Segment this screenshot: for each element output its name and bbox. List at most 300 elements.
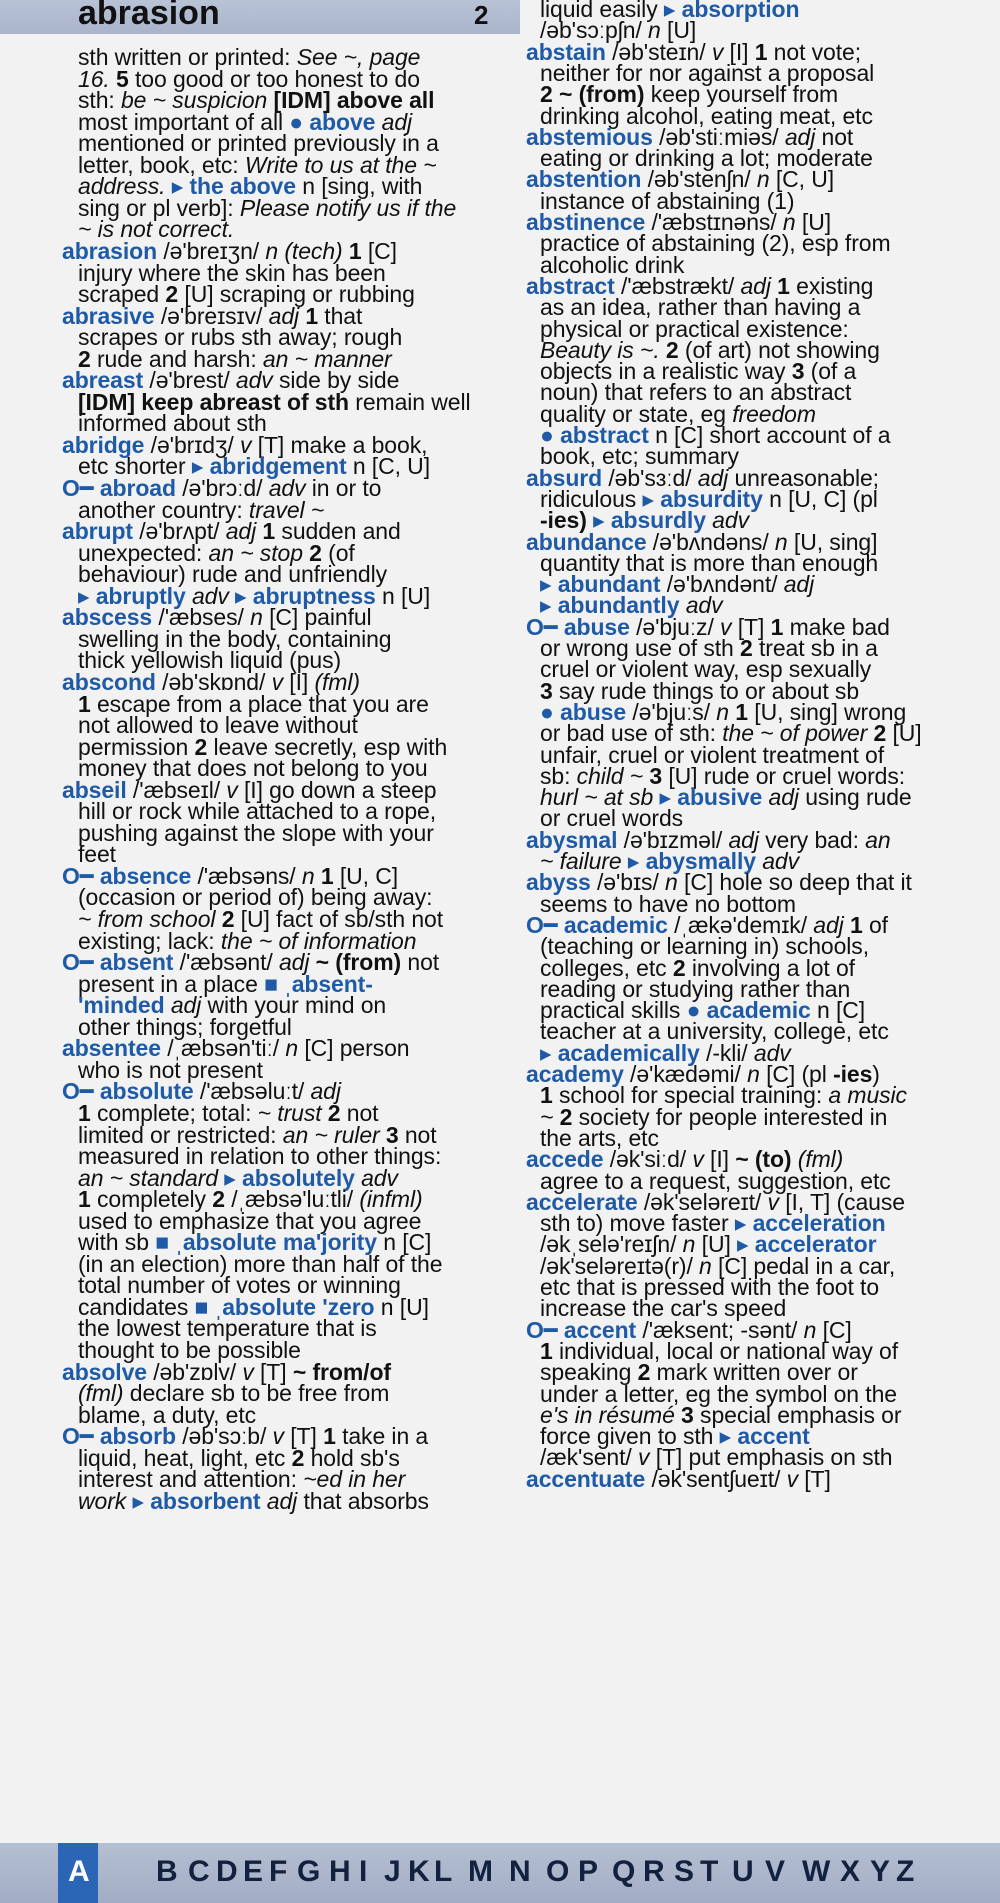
text-run: using rude	[798, 784, 912, 811]
bold-text: 2	[867, 720, 887, 747]
headword: accede	[526, 1146, 604, 1173]
text-run: not vote;	[767, 38, 862, 65]
text-run: [C] person	[298, 1035, 410, 1062]
italic-text: adj	[310, 1078, 341, 1105]
bold-text: 5	[115, 65, 129, 92]
text-run: /ə'bjuːz/	[629, 613, 721, 640]
italic-text: v	[239, 431, 252, 458]
italic-text: 16.	[78, 65, 110, 92]
italic-text: v	[242, 1358, 254, 1385]
bold-text: 1	[78, 1099, 91, 1126]
bold-text: ~ (to)	[735, 1146, 792, 1173]
text-run: practical skills	[540, 997, 687, 1024]
text-run: )	[872, 1061, 880, 1087]
alphabet-letter-u[interactable]: U	[732, 1855, 754, 1888]
text-run: individual, local or national way of	[552, 1337, 899, 1364]
bold-text: 1	[78, 1186, 91, 1213]
bold-text: 2	[659, 336, 679, 363]
alphabet-letter-e[interactable]: E	[243, 1855, 264, 1888]
text-run: pushing against the slope with your	[78, 819, 434, 846]
headword: abstention	[526, 166, 642, 193]
text-run: /ə'bɪzməl/	[617, 826, 729, 853]
text-run: liquid easily	[540, 0, 664, 22]
text-run: /'æbstrækt/	[614, 272, 741, 299]
italic-text: n	[782, 209, 796, 235]
italic-text: child ~	[576, 762, 644, 789]
bold-text: 3	[379, 1121, 399, 1148]
text-run: /əb'sɔːpʃn/	[540, 17, 649, 44]
alphabet-letter-r[interactable]: R	[643, 1855, 665, 1888]
italic-text: See ~, page	[296, 44, 421, 70]
italic-text: v	[711, 38, 724, 65]
text-run: not	[815, 123, 854, 150]
text-run: or bad use of sth:	[540, 720, 723, 747]
text-run: society for people interested in	[572, 1103, 888, 1130]
text-run: [T]	[731, 613, 771, 640]
derived-word: 'minded	[78, 992, 165, 1019]
headword: abyss	[526, 869, 591, 896]
italic-text: adj	[268, 302, 300, 329]
alphabet-letter-c[interactable]: C	[188, 1855, 210, 1888]
derived-word: ● abuse	[540, 698, 627, 725]
bold-text: 3	[674, 1401, 694, 1428]
alphabet-letter-y[interactable]: Y	[870, 1855, 891, 1888]
text-run: /ək'siːd/	[603, 1146, 693, 1173]
text-run: drinking alcohol, eating meat, etc	[540, 102, 873, 129]
text-run: of	[862, 911, 888, 938]
italic-text: a music	[828, 1082, 907, 1109]
text-run: n [U]	[375, 582, 431, 609]
entry-line	[78, 820, 434, 846]
italic-text: adj	[260, 1487, 298, 1514]
headword: accelerate	[526, 1188, 638, 1215]
bold-text: 2	[321, 1099, 341, 1126]
italic-text: v	[786, 1465, 798, 1492]
text-run: reading or studying rather than	[540, 975, 851, 1002]
italic-text: adj	[375, 108, 413, 135]
text-run: say rude things to or about sb	[552, 677, 860, 704]
text-run: with sb	[78, 1229, 156, 1256]
bold-text: 1	[770, 272, 790, 299]
headword: absurd	[526, 464, 603, 491]
text-run: (of	[321, 539, 355, 566]
text-run: /'æbsənt/	[173, 949, 279, 976]
alphabet-letter-l[interactable]: L	[434, 1855, 453, 1888]
text-run: blame, a duty, etc	[78, 1401, 257, 1428]
text-run: n [sing, with	[295, 173, 423, 200]
italic-text: résumé	[598, 1401, 675, 1428]
text-run: /ə'breɪsɪv/	[154, 302, 269, 329]
text-run: present in a place	[78, 970, 265, 997]
text-run: (teaching or learning in) schools,	[540, 933, 869, 960]
alphabet-letter-k[interactable]: K	[408, 1855, 430, 1888]
italic-text: ~ is not correct.	[78, 216, 235, 243]
derived-word: ■ ˌabsolute ma'jority	[155, 1229, 377, 1256]
text-run: rude and harsh:	[90, 345, 263, 372]
text-run: /ə'bʌndənt/	[660, 571, 784, 598]
text-run: as an idea, rather than having a	[540, 294, 861, 321]
bold-text: 1	[540, 1337, 553, 1364]
italic-text: an ~ stop	[208, 539, 303, 566]
bold-text: 2	[740, 635, 753, 661]
derived-word: ▸ abundant	[540, 571, 661, 598]
text-run: treat sb in a	[752, 635, 878, 661]
text-run: or cruel words	[540, 805, 684, 832]
alphabet-letter-f[interactable]: F	[269, 1855, 288, 1888]
italic-text: Please notify us if the	[239, 194, 457, 221]
alphabet-letter-w[interactable]: W	[802, 1855, 831, 1888]
text-run: [T]	[797, 1465, 831, 1492]
bold-text: 3	[540, 677, 553, 704]
text-run: /ə'bjuːs/	[626, 698, 717, 725]
text-run: scrapes or rubs sth away; rough	[78, 324, 403, 351]
italic-text: ~ failure	[540, 848, 622, 874]
italic-text: n	[301, 862, 315, 889]
text-run: /ə'bʌndəns/	[646, 528, 775, 555]
bold-text: 2 ~ (from)	[540, 81, 645, 108]
text-run: eating or drinking a lot; moderate	[540, 145, 873, 172]
alphabet-letter-v[interactable]: V	[765, 1855, 786, 1888]
italic-text: ~ trust	[257, 1099, 322, 1126]
derived-word: ▸ abridgement	[191, 453, 347, 480]
text-run: /ə'brʌpt/	[132, 518, 226, 545]
derived-word: ▸ absorbent	[126, 1487, 261, 1514]
text-run: most important of all	[78, 108, 290, 135]
bold-text: 1	[323, 1423, 336, 1450]
headword: abysmal	[526, 826, 618, 853]
text-run: [C] (pl	[759, 1061, 834, 1087]
headword: abundance	[526, 528, 647, 555]
text-run: practice of abstaining (2), esp from	[540, 230, 891, 257]
italic-text: Write to us at the ~	[244, 151, 437, 178]
text-run: feet	[78, 841, 116, 868]
text-run: /'æksent; -sənt/	[636, 1316, 804, 1343]
text-run: [T]	[283, 1423, 324, 1450]
italic-text: adj	[784, 123, 816, 150]
text-run: make bad	[783, 613, 890, 640]
italic-text: adj	[813, 911, 844, 938]
text-run: not	[340, 1099, 379, 1126]
key-word-icon: O━	[62, 949, 100, 976]
alphabet-thumb-index	[0, 1843, 1000, 1903]
italic-text: work	[78, 1487, 127, 1514]
bold-text: above all	[330, 87, 435, 114]
italic-text: Beauty is ~.	[540, 336, 660, 363]
headword: absent	[99, 949, 174, 976]
bold-text: ~ from/of	[292, 1358, 391, 1385]
bold-text: ~ (from)	[309, 949, 402, 976]
text-run: /ək'seləreɪt/	[637, 1188, 768, 1215]
alphabet-letter-z[interactable]: Z	[896, 1855, 915, 1888]
text-run: very bad:	[758, 826, 866, 853]
italic-text: (fml)	[314, 668, 360, 695]
alphabet-letter-i[interactable]: I	[359, 1855, 368, 1888]
text-run: [U]	[660, 17, 697, 44]
bold-text: [IDM]	[267, 87, 331, 114]
alphabet-letter-g[interactable]: G	[297, 1855, 321, 1888]
bold-text: 2	[194, 733, 208, 760]
text-run: scraped	[78, 281, 166, 308]
alphabet-letter-o[interactable]: O	[546, 1855, 570, 1888]
text-run: school for special training:	[552, 1082, 829, 1109]
text-run: [T] make a book,	[251, 431, 428, 458]
text-run: teacher at a university, college, etc	[540, 1018, 889, 1045]
text-run: [C] painful	[262, 604, 372, 631]
text-run: remain well	[349, 388, 471, 415]
text-run: /'æbsəns/	[191, 862, 302, 889]
text-run: /əb'sɔːb/	[175, 1423, 273, 1450]
text-run: special emphasis or	[693, 1401, 902, 1428]
italic-text: adv	[235, 367, 273, 394]
text-run: declare sb to be free from	[123, 1380, 390, 1407]
text-run: existing; lack:	[78, 927, 221, 954]
text-run: etc shorter	[78, 453, 192, 480]
italic-text: adv	[753, 1039, 791, 1066]
text-run: quantity that is more than enough	[540, 549, 879, 576]
derived-word: ▸ abruptly	[78, 582, 186, 609]
text-run: /'æbses/	[152, 604, 251, 631]
text-run: instance of abstaining (1)	[540, 187, 795, 214]
text-run: /əb'stenʃn/	[641, 166, 757, 193]
text-run: /'æbseɪl/	[126, 776, 227, 803]
text-run: or wrong use of sth	[540, 635, 740, 661]
running-head-bar	[0, 0, 520, 34]
text-run: sth written or printed:	[78, 44, 297, 70]
text-run: increase the car's speed	[540, 1295, 787, 1322]
bold-text: 1	[314, 862, 334, 889]
italic-text: address.	[78, 173, 166, 200]
text-run: /ək'seləreɪtə(r)/	[540, 1252, 700, 1279]
alphabet-letter-b[interactable]: B	[156, 1855, 178, 1888]
text-run: /ˌækə'demɪk/	[667, 911, 814, 938]
text-run: [I] go down a steep	[237, 776, 437, 803]
italic-text: (fml)	[78, 1380, 124, 1407]
derived-word: ▸ abruptness	[228, 582, 376, 609]
text-run: that	[318, 302, 363, 329]
italic-text: an	[865, 826, 891, 853]
text-run: etc that is pressed with the foot to	[540, 1274, 880, 1300]
bold-text: 1	[540, 1082, 553, 1109]
alphabet-letter-t[interactable]: T	[700, 1855, 719, 1888]
italic-text: adv	[679, 592, 723, 619]
text-run: agree to a request, suggestion, etc	[540, 1167, 891, 1194]
italic-text: adv	[268, 475, 306, 501]
text-run: /ə'brɪdʒ/	[144, 431, 240, 458]
italic-text: adv	[755, 848, 800, 874]
text-run: the arts, etc	[540, 1124, 659, 1151]
text-run: take in a	[335, 1423, 429, 1450]
bold-text: 2	[672, 954, 686, 981]
text-run: [C] pedal in a car,	[711, 1252, 896, 1279]
text-run: /ə'breɪʒn/	[157, 237, 266, 264]
text-run: letter, book, etc:	[78, 151, 245, 178]
headword: academic	[563, 911, 668, 938]
bold-text: 2	[215, 906, 235, 932]
derived-word: ▸ the above	[165, 173, 296, 200]
italic-text: v	[720, 613, 732, 640]
text-run: [C, U]	[769, 166, 835, 193]
key-word-icon: O━	[526, 1316, 564, 1343]
text-run: informed about sth	[78, 410, 267, 437]
text-run: quality or state, eg	[540, 400, 733, 427]
text-run: /əb'sɜːd/	[602, 464, 698, 491]
italic-text: v	[272, 1423, 284, 1450]
text-run: /ˌæbsə'luːtli/	[224, 1186, 360, 1213]
text-run: limited or restricted:	[78, 1121, 283, 1148]
headword: abreast	[62, 367, 144, 394]
italic-text: n	[682, 1231, 696, 1258]
bold-text: 1	[256, 518, 276, 545]
key-word-icon: O━	[526, 911, 564, 938]
alphabet-letter-p[interactable]: P	[578, 1855, 599, 1888]
text-run: force given to sth	[540, 1423, 720, 1450]
alphabet-letter-q[interactable]: Q	[612, 1855, 636, 1888]
text-run: /əb'steɪn/	[605, 38, 712, 65]
derived-word: ▸ absorption	[663, 0, 800, 22]
headword: abstain	[526, 38, 606, 65]
text-run: unreasonable;	[728, 464, 879, 491]
text-run: (in an election) more than half of the	[78, 1250, 443, 1277]
headword: academy	[526, 1061, 624, 1087]
derived-word: ● above	[289, 108, 376, 135]
text-run: total number of votes or winning	[78, 1272, 401, 1299]
bold-text: 2	[165, 281, 179, 308]
text-run: noun) that refers to an abstract	[540, 379, 852, 406]
text-run: [C] hole so deep that it	[677, 869, 912, 896]
italic-text: adj	[697, 464, 729, 491]
text-run: injury where the skin has been	[78, 259, 386, 286]
text-run: /əb'zɒlv/	[146, 1358, 243, 1385]
text-run: under a letter, eg the symbol on the	[540, 1380, 897, 1407]
italic-text: v	[692, 1146, 704, 1173]
text-run: /əb'skɒnd/	[155, 668, 272, 695]
text-run: n [C]	[376, 1229, 432, 1256]
italic-text: adj	[783, 571, 815, 598]
text-run: another country:	[78, 496, 249, 523]
text-run: ridiculous	[540, 485, 643, 512]
text-run: money that does not belong to you	[78, 755, 428, 782]
text-run: (occasion or period of) being away:	[78, 884, 433, 911]
text-run: /ə'brɔːd/	[175, 475, 269, 501]
bold-text: -ies	[833, 1061, 873, 1087]
italic-text: travel ~	[248, 496, 325, 523]
text-run: [U]	[695, 1231, 738, 1258]
italic-text: adj	[278, 949, 310, 976]
text-run: liquid, heat, light, etc	[78, 1444, 292, 1471]
italic-text: n	[803, 1316, 817, 1343]
text-run: /æk'sent/	[540, 1444, 638, 1471]
text-run: [I]	[703, 1146, 736, 1173]
derived-word: ■ ˌabsolute 'zero	[194, 1293, 375, 1320]
alphabet-letter-j[interactable]: J	[384, 1855, 401, 1888]
text-run: [C]	[361, 237, 397, 264]
derived-word: ▸ abusive	[653, 784, 763, 811]
bold-text: 2	[212, 1186, 225, 1213]
text-run: [U]	[795, 209, 831, 235]
alphabet-letter-m[interactable]: M	[468, 1855, 493, 1888]
bold-text: 1	[754, 38, 768, 65]
italic-text: (infml)	[359, 1186, 423, 1213]
text-run: (of art) not showing	[678, 336, 880, 363]
alphabet-letter-n[interactable]: N	[509, 1855, 531, 1888]
derived-word: ● academic	[686, 997, 811, 1024]
derived-word: ▸ academically	[540, 1039, 700, 1066]
text-run: the lowest temperature that is	[78, 1315, 377, 1342]
headword: abstract	[526, 272, 615, 299]
key-word-icon: O━	[62, 1078, 100, 1105]
headword: absolve	[62, 1358, 147, 1385]
text-run: with your mind on	[201, 992, 387, 1019]
text-run: hold sb's	[304, 1444, 400, 1471]
bold-text: 2	[302, 539, 322, 566]
bold-text: 2	[291, 1444, 305, 1471]
italic-text: (fml)	[797, 1146, 844, 1173]
current-letter-tab[interactable]	[58, 1843, 98, 1903]
text-run: book, etc; summary	[540, 443, 739, 470]
entry-line	[526, 1466, 831, 1492]
text-run: unfair, cruel or violent treatment of	[540, 741, 885, 768]
bold-text: [IDM] keep abreast of sth	[78, 388, 349, 415]
headword: abstinence	[526, 209, 646, 235]
italic-text: n (tech)	[265, 237, 343, 264]
alphabet-letter-h[interactable]: H	[329, 1855, 351, 1888]
headword: abseil	[62, 776, 127, 803]
text-run: cruel or violent way, esp sexually	[540, 656, 872, 683]
text-run: [C]	[816, 1316, 852, 1343]
headword: abrupt	[62, 518, 133, 545]
italic-text: e's in	[540, 1401, 599, 1428]
italic-text: the ~ of information	[220, 927, 417, 954]
text-run: unexpected:	[78, 539, 209, 566]
text-run: thick yellowish liquid (pus)	[78, 647, 342, 674]
derived-word: ■ ˌabsent-	[264, 970, 373, 997]
key-word-icon: O━	[526, 613, 564, 640]
text-run: /-kli/	[699, 1039, 754, 1066]
text-run: /əkˌselə'reɪʃn/	[540, 1231, 683, 1258]
text-run: neither for nor against a proposal	[540, 59, 875, 86]
italic-text: an ~ standard	[78, 1164, 219, 1191]
text-run: n [U, C] (pl	[762, 485, 878, 512]
derived-word: ▸ accelerator	[737, 1231, 877, 1258]
alphabet-letter-s[interactable]: S	[674, 1855, 695, 1888]
headword: abscond	[62, 668, 156, 695]
text-run: [U] fact of sb/sth not	[234, 906, 444, 932]
italic-text: n	[747, 1061, 760, 1087]
alphabet-letter-x[interactable]: X	[840, 1855, 861, 1888]
bold-text: 2	[637, 1359, 651, 1386]
text-run: other things; forgetful	[78, 1013, 292, 1040]
headword: absorb	[99, 1423, 176, 1450]
bold-text: 2	[78, 345, 91, 372]
derived-word: ▸ absolutely	[218, 1164, 355, 1191]
text-run: /ə'brest/	[143, 367, 236, 394]
text-run: thought to be possible	[78, 1337, 301, 1363]
text-run: candidates	[78, 1293, 195, 1320]
text-run: n [U]	[374, 1293, 429, 1320]
headword: accent	[563, 1316, 637, 1343]
italic-text: adv	[354, 1164, 398, 1191]
italic-text: v	[638, 1444, 650, 1471]
text-run: mark written over or	[650, 1359, 858, 1386]
italic-text: an ~ manner	[262, 345, 392, 372]
text-run: involving a lot of	[685, 954, 855, 981]
alphabet-letter-d[interactable]: D	[216, 1855, 238, 1888]
bold-text: -ies)	[540, 507, 587, 534]
italic-text: n	[665, 869, 678, 896]
italic-text: v	[271, 668, 283, 695]
text-run: seems to have no bottom	[540, 890, 796, 917]
italic-text: v	[767, 1188, 779, 1215]
